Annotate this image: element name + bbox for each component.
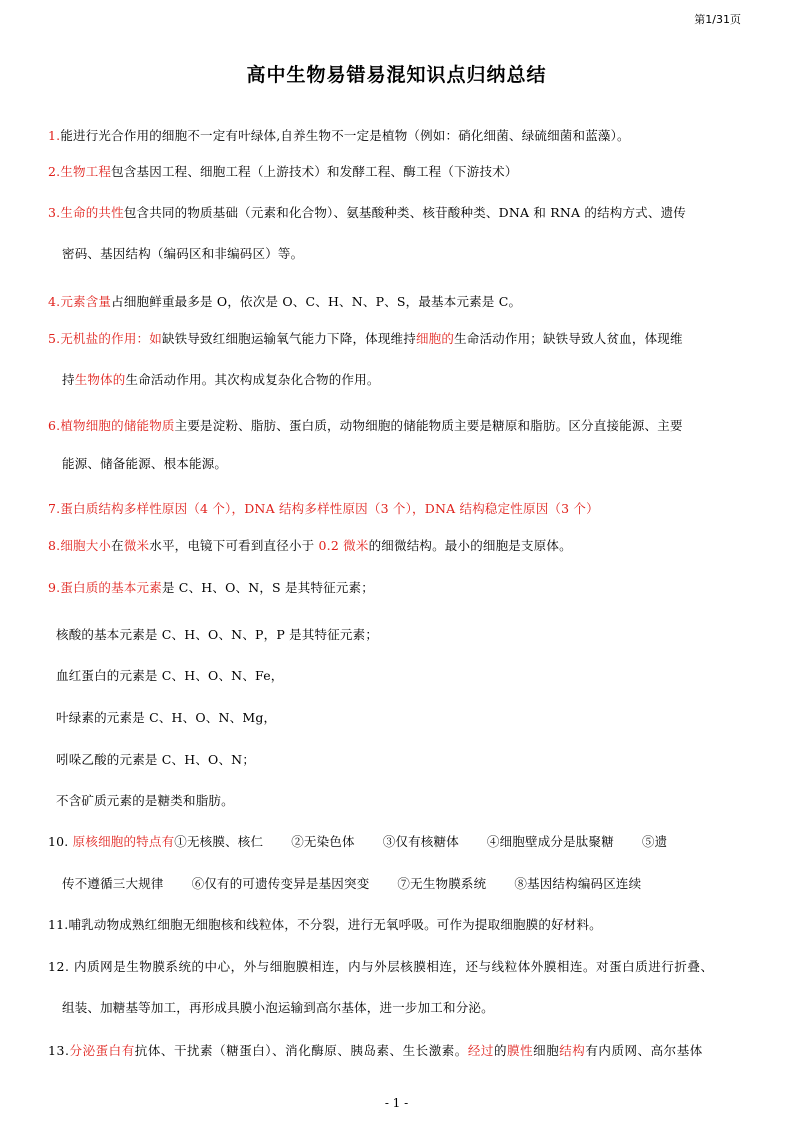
item-number: 9. (48, 580, 61, 595)
item-3-continued: 密码、基因结构（编码区和非编码区）等。 (62, 246, 304, 261)
item-number: 2. (48, 164, 61, 179)
item-number: 3. (48, 205, 61, 220)
item-keyword: 细胞大小 (60, 538, 112, 553)
item-9 (48, 580, 374, 596)
item-text: 能进行光合作用的细胞不一定有叶绿体,自养生物不一定是植物（例如：硝化细菌、绿硫细菌和蓝藻）。 (60, 128, 630, 143)
item-text: 包含基因工程、细胞工程（上游技术）和发酵工程、酶工程（下游技术） (111, 164, 518, 179)
item-number: 4. (48, 294, 61, 309)
item-number: 1. (48, 128, 61, 143)
item-text: 抗体、干扰素（糖蛋白）、消化酶原、胰岛素、生长激素。 (134, 1043, 468, 1058)
item-text: 生命活动作用。其次构成复杂化合物的作用。 (125, 372, 380, 387)
item-text: 包含共同的物质基础（元素和化合物）、氨基酸种类、核苷酸种类、DNA 和 RNA 的结构方式、遗传 (123, 205, 686, 220)
item-2 (48, 164, 518, 180)
item-5-continued (62, 372, 380, 388)
item-text: 有内质网、高尔基体 (585, 1043, 703, 1058)
item-keyword: 膜性 (507, 1043, 534, 1058)
item-keyword: 生物体的 (74, 372, 126, 387)
item-keyword: 蛋白质的基本元素 (60, 580, 162, 595)
item-text: 的细微结构。最小的细胞是支原体。 (368, 538, 572, 553)
item-point: ①无核膜、核仁 (174, 834, 264, 849)
item-keyword: 生命的共性 (60, 205, 124, 220)
item-7: 7.蛋白质结构多样性原因（4 个），DNA 结构多样性原因（3 个），DNA 结构稳定性原因（3 个） (48, 501, 599, 516)
item-keyword: 植物细胞的储能物质 (60, 418, 175, 433)
item-text: 的 (493, 1043, 508, 1058)
item-9-no-minerals: 不含矿质元素的是糖类和脂肪。 (56, 793, 234, 808)
item-8 (48, 538, 572, 554)
item-number: 5. (48, 331, 61, 346)
item-point: 传不遵循三大规律 (62, 876, 164, 891)
item-number: 10. (48, 834, 69, 849)
item-9-nucleic-acid: 核酸的基本元素是 C、H、O、N、P，P 是其特征元素； (56, 627, 379, 642)
item-text: 水平，电镜下可看到直径小于 (149, 538, 319, 553)
item-number: 6. (48, 418, 61, 433)
item-11: 11.哺乳动物成熟红细胞无细胞核和线粒体，不分裂，进行无氧呼吸。可作为提取细胞膜的好材料。 (48, 917, 602, 932)
item-9-hemoglobin: 血红蛋白的元素是 C、H、O、N、Fe， (56, 668, 284, 683)
item-number: 13. (48, 1043, 70, 1058)
item-text: 细胞 (533, 1043, 560, 1058)
item-10-continued (62, 876, 641, 892)
item-13 (48, 1043, 703, 1059)
item-keyword: 微米 (123, 538, 150, 553)
item-text: 持 (62, 372, 75, 387)
item-5 (48, 331, 683, 347)
item-text: 是 C、H、O、N，S 是其特征元素； (161, 580, 374, 595)
item-keyword: 经过 (467, 1043, 494, 1058)
item-point: ②无染色体 (291, 834, 355, 849)
item-1 (48, 128, 630, 144)
item-point: ③仅有核糖体 (382, 834, 459, 849)
item-text: 主要是淀粉、脂肪、蛋白质，动物细胞的储能物质主要是糖原和脂肪。区分直接能源、主要 (174, 418, 683, 433)
item-3 (48, 205, 686, 221)
item-keyword: 生物工程 (60, 164, 112, 179)
item-point: ⑤遗 (641, 834, 668, 849)
item-text: 在 (111, 538, 124, 553)
item-point: ⑥仅有的可遗传变异是基因突变 (191, 876, 370, 891)
item-keyword: 无机盐的作用：如 (60, 331, 162, 346)
item-12-continued: 组装、加糖基等加工，再形成具膜小泡运输到高尔基体，进一步加工和分泌。 (62, 1000, 494, 1015)
item-keyword: 细胞的 (415, 331, 455, 346)
item-keyword: 原核细胞的特点有 (72, 834, 175, 849)
item-point: ⑦无生物膜系统 (397, 876, 487, 891)
item-text: 占细胞鲜重最多是 O，依次是 O、C、H、N、P、S，最基本元素是 C。 (111, 294, 522, 309)
page-title: 高中生物易错易混知识点归纳总结 (246, 64, 547, 86)
item-9-iaa: 吲哚乙酸的元素是 C、H、O、N； (56, 752, 256, 767)
item-6 (48, 418, 683, 434)
item-keyword: 0.2 微米 (318, 538, 369, 553)
item-keyword: 结构 (559, 1043, 586, 1058)
item-10 (48, 834, 667, 850)
item-12: 12. 内质网是生物膜系统的中心，外与细胞膜相连，内与外层核膜相连，还与线粒体外膜相连。对蛋白质进行折叠、 (48, 959, 714, 974)
item-keyword: 分泌蛋白有 (69, 1043, 135, 1058)
item-keyword: 元素含量 (60, 294, 112, 309)
item-4 (48, 294, 521, 310)
item-6-continued: 能源、储备能源、根本能源。 (62, 456, 228, 471)
item-number: 8. (48, 538, 61, 553)
item-point: ④细胞壁成分是肽聚糖 (486, 834, 614, 849)
item-text: 生命活动作用；缺铁导致人贫血，体现维 (454, 331, 683, 346)
page-number: - 1 - (384, 1096, 409, 1110)
page-indicator: 第1/31页 (694, 13, 741, 26)
item-9-chlorophyll: 叶绿素的元素是 C、H、O、N、Mg， (56, 710, 277, 725)
item-point: ⑧基因结构编码区连续 (514, 876, 642, 891)
item-text: 缺铁导致红细胞运输氧气能力下降，体现维持 (161, 331, 416, 346)
